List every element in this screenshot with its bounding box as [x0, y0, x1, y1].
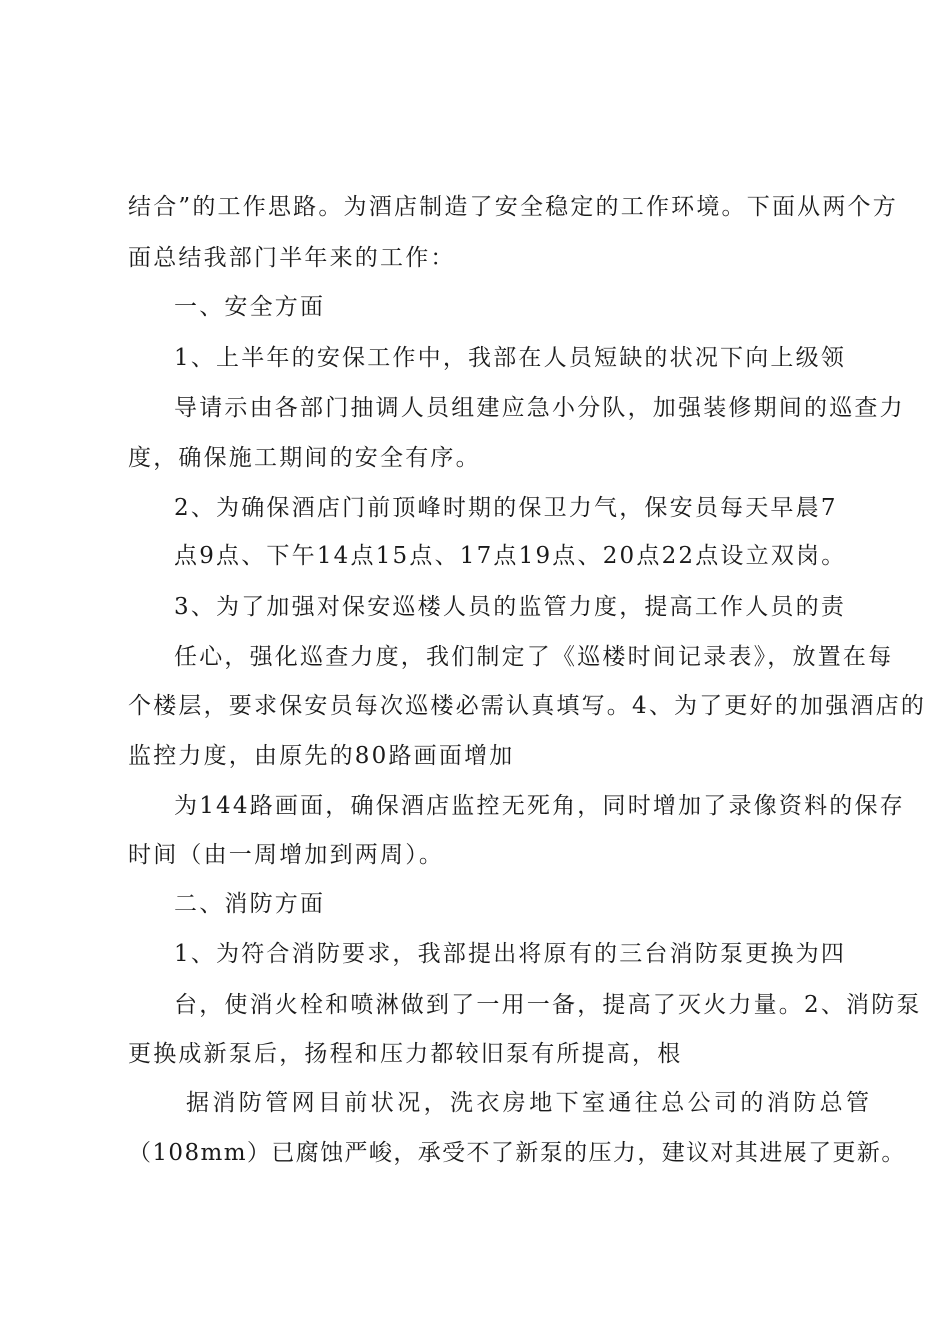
text-line-17: 台，使消火栓和喷淋做到了一用一备，提高了灭火力量。2、消防泵	[174, 992, 922, 1018]
text-line-20: （108mm）已腐蚀严峻，承受不了新泵的压力，建议对其进展了更新。	[128, 1140, 906, 1166]
text-line-12: 监控力度，由原先的80路画面增加	[128, 743, 515, 769]
text-line-9: 3、为了加强对保安巡楼人员的监管力度，提高工作人员的责	[174, 594, 847, 620]
section-heading-safety: 一、安全方面	[174, 294, 326, 320]
text-line-6: 度，确保施工期间的安全有序。	[128, 445, 481, 471]
text-line-16: 1、为符合消防要求，我部提出将原有的三台消防泵更换为四	[174, 941, 847, 967]
text-line-7: 2、为确保酒店门前顶峰时期的保卫力气，保安员每天早晨7	[174, 495, 838, 521]
section-heading-fire: 二、消防方面	[174, 891, 326, 917]
text-line-1: 结合”的工作思路。为酒店制造了安全稳定的工作环境。下面从两个方	[128, 194, 898, 220]
text-line-4: 1、上半年的安保工作中，我部在人员短缺的状况下向上级领	[174, 345, 847, 371]
text-line-11: 个楼层，要求保安员每次巡楼必需认真填写。4、为了更好的加强酒店的	[128, 693, 927, 719]
text-line-2: 面总结我部门半年来的工作：	[128, 245, 456, 271]
text-line-14: 时间（由一周增加到两周）。	[128, 842, 445, 868]
text-line-13: 为144路画面，确保酒店监控无死角，同时增加了录像资料的保存	[174, 793, 905, 819]
text-line-10: 任心，强化巡查力度，我们制定了《巡楼时间记录表》，放置在每	[174, 644, 894, 670]
text-line-5: 导请示由各部门抽调人员组建应急小分队，加强装修期间的巡查力	[174, 395, 905, 421]
text-line-8: 点9点、下午14点15点、17点19点、20点22点设立双岗。	[174, 543, 847, 569]
text-line-18: 更换成新泵后，扬程和压力都较旧泵有所提高，根	[128, 1041, 683, 1067]
text-line-19: 据消防管网目前状况，洗衣房地下室通往总公司的消防总管	[186, 1090, 873, 1116]
